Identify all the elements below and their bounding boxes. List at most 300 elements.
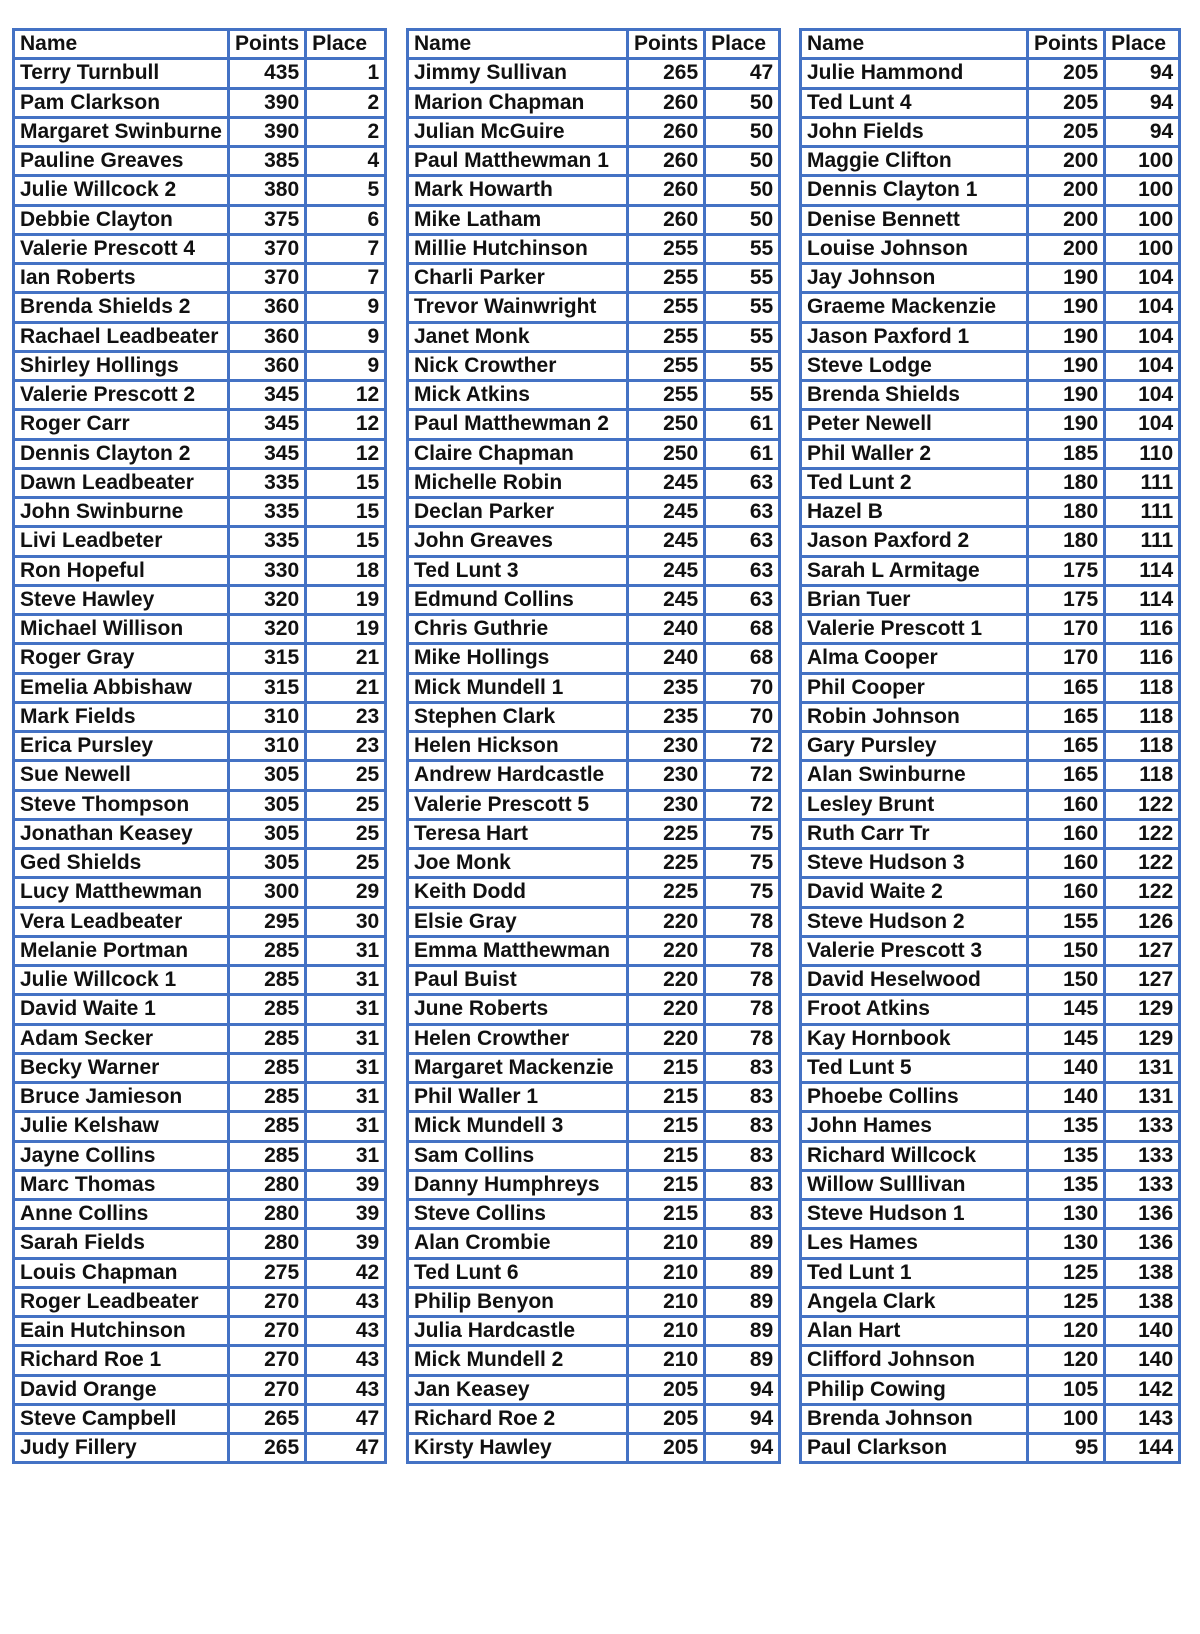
points-cell: 190 <box>1028 410 1105 439</box>
name-cell: Valerie Prescott 2 <box>14 381 229 410</box>
table-row <box>408 1083 780 1112</box>
place-cell: 43 <box>306 1375 386 1404</box>
points-cell: 285 <box>229 995 306 1024</box>
points-cell: 190 <box>1028 264 1105 293</box>
points-cell: 170 <box>1028 615 1105 644</box>
name-cell: Mick Atkins <box>408 381 628 410</box>
points-cell: 145 <box>1028 995 1105 1024</box>
points-cell: 315 <box>229 644 306 673</box>
table-row <box>801 468 1180 497</box>
points-cell: 240 <box>628 644 705 673</box>
place-cell: 78 <box>705 936 780 965</box>
points-cell: 150 <box>1028 966 1105 995</box>
points-cell: 435 <box>229 59 306 88</box>
table-row <box>801 1200 1180 1229</box>
place-cell: 122 <box>1105 819 1180 848</box>
table-row <box>408 381 780 410</box>
name-cell: Ted Lunt 3 <box>408 556 628 585</box>
place-cell: 47 <box>705 59 780 88</box>
table-row <box>408 176 780 205</box>
place-cell: 31 <box>306 966 386 995</box>
points-cell: 270 <box>229 1375 306 1404</box>
place-cell: 94 <box>1105 88 1180 117</box>
name-cell: Roger Carr <box>14 410 229 439</box>
place-cell: 25 <box>306 790 386 819</box>
name-cell: Robin Johnson <box>801 702 1028 731</box>
place-cell: 111 <box>1105 468 1180 497</box>
place-cell: 18 <box>306 556 386 585</box>
place-cell: 31 <box>306 1083 386 1112</box>
name-cell: Margaret Mackenzie <box>408 1053 628 1082</box>
table-row <box>801 644 1180 673</box>
place-cell: 126 <box>1105 907 1180 936</box>
table-row <box>801 322 1180 351</box>
table-row <box>14 732 386 761</box>
points-cell: 135 <box>1028 1170 1105 1199</box>
name-cell: Richard Roe 1 <box>14 1346 229 1375</box>
place-cell: 118 <box>1105 761 1180 790</box>
place-cell: 43 <box>306 1317 386 1346</box>
place-cell: 61 <box>705 410 780 439</box>
name-cell: Steve Hawley <box>14 585 229 614</box>
place-cell: 63 <box>705 527 780 556</box>
name-cell: Paul Matthewman 1 <box>408 147 628 176</box>
table-row <box>14 966 386 995</box>
table-row <box>801 498 1180 527</box>
place-cell: 30 <box>306 907 386 936</box>
place-cell: 89 <box>705 1317 780 1346</box>
points-cell: 200 <box>1028 176 1105 205</box>
table-row <box>14 790 386 819</box>
name-cell: Louise Johnson <box>801 234 1028 263</box>
name-cell: Mark Howarth <box>408 176 628 205</box>
points-cell: 240 <box>628 615 705 644</box>
name-cell: Elsie Gray <box>408 907 628 936</box>
points-cell: 125 <box>1028 1258 1105 1287</box>
name-cell: Phil Waller 2 <box>801 439 1028 468</box>
table-row <box>14 1112 386 1141</box>
name-cell: Valerie Prescott 5 <box>408 790 628 819</box>
name-cell: Becky Warner <box>14 1053 229 1082</box>
name-cell: Ged Shields <box>14 849 229 878</box>
name-cell: Teresa Hart <box>408 819 628 848</box>
place-cell: 104 <box>1105 410 1180 439</box>
name-cell: John Swinburne <box>14 498 229 527</box>
name-cell: Phoebe Collins <box>801 1083 1028 1112</box>
name-cell: Jason Paxford 2 <box>801 527 1028 556</box>
table-row <box>801 59 1180 88</box>
points-cell: 275 <box>229 1258 306 1287</box>
points-cell: 285 <box>229 1141 306 1170</box>
place-cell: 2 <box>306 117 386 146</box>
place-cell: 50 <box>705 117 780 146</box>
table-row <box>408 1024 780 1053</box>
points-cell: 225 <box>628 819 705 848</box>
table-row <box>14 644 386 673</box>
name-cell: Judy Fillery <box>14 1434 229 1463</box>
table-row <box>801 147 1180 176</box>
points-cell: 375 <box>229 205 306 234</box>
points-cell: 315 <box>229 673 306 702</box>
place-cell: 63 <box>705 556 780 585</box>
points-cell: 130 <box>1028 1200 1105 1229</box>
name-cell: Dennis Clayton 2 <box>14 439 229 468</box>
place-cell: 63 <box>705 498 780 527</box>
points-cell: 165 <box>1028 702 1105 731</box>
points-cell: 360 <box>229 322 306 351</box>
points-cell: 285 <box>229 936 306 965</box>
place-cell: 83 <box>705 1200 780 1229</box>
points-cell: 255 <box>628 322 705 351</box>
table-row <box>801 410 1180 439</box>
points-cell: 215 <box>628 1200 705 1229</box>
place-cell: 122 <box>1105 878 1180 907</box>
table-row <box>408 293 780 322</box>
points-cell: 285 <box>229 966 306 995</box>
points-cell: 205 <box>1028 117 1105 146</box>
table-row <box>801 264 1180 293</box>
table-row <box>801 1287 1180 1316</box>
table-row <box>801 1375 1180 1404</box>
name-cell: Jay Johnson <box>801 264 1028 293</box>
points-cell: 220 <box>628 907 705 936</box>
points-cell: 220 <box>628 936 705 965</box>
name-cell: David Waite 2 <box>801 878 1028 907</box>
points-cell: 370 <box>229 264 306 293</box>
points-cell: 165 <box>1028 761 1105 790</box>
table-row <box>408 147 780 176</box>
place-cell: 89 <box>705 1346 780 1375</box>
name-cell: Jimmy Sullivan <box>408 59 628 88</box>
points-cell: 125 <box>1028 1287 1105 1316</box>
name-cell: Janet Monk <box>408 322 628 351</box>
place-cell: 55 <box>705 322 780 351</box>
name-cell: Mick Mundell 3 <box>408 1112 628 1141</box>
place-cell: 89 <box>705 1287 780 1316</box>
name-cell: Pam Clarkson <box>14 88 229 117</box>
name-cell: Paul Buist <box>408 966 628 995</box>
table-row <box>14 1258 386 1287</box>
name-cell: Mick Mundell 2 <box>408 1346 628 1375</box>
table-row <box>408 205 780 234</box>
points-cell: 305 <box>229 790 306 819</box>
table-row <box>801 381 1180 410</box>
table-row <box>408 1141 780 1170</box>
table-row <box>801 1024 1180 1053</box>
place-cell: 55 <box>705 234 780 263</box>
points-cell: 215 <box>628 1141 705 1170</box>
name-cell: Jonathan Keasey <box>14 819 229 848</box>
place-cell: 25 <box>306 761 386 790</box>
place-cell: 9 <box>306 293 386 322</box>
points-cell: 200 <box>1028 234 1105 263</box>
points-cell: 190 <box>1028 351 1105 380</box>
table-row <box>801 966 1180 995</box>
place-cell: 116 <box>1105 644 1180 673</box>
place-cell: 47 <box>306 1404 386 1433</box>
table-row <box>14 88 386 117</box>
table-row <box>408 615 780 644</box>
points-cell: 250 <box>628 410 705 439</box>
table-row <box>801 585 1180 614</box>
place-cell: 104 <box>1105 322 1180 351</box>
place-cell: 136 <box>1105 1229 1180 1258</box>
place-cell: 21 <box>306 673 386 702</box>
table-row <box>14 585 386 614</box>
points-cell: 230 <box>628 732 705 761</box>
name-cell: Ruth Carr Tr <box>801 819 1028 848</box>
points-cell: 360 <box>229 351 306 380</box>
name-cell: Rachael Leadbeater <box>14 322 229 351</box>
name-cell: Valerie Prescott 4 <box>14 234 229 263</box>
points-cell: 255 <box>628 234 705 263</box>
table-row <box>14 761 386 790</box>
table-row <box>14 556 386 585</box>
place-cell: 118 <box>1105 732 1180 761</box>
name-cell: Brian Tuer <box>801 585 1028 614</box>
points-cell: 260 <box>628 88 705 117</box>
place-cell: 78 <box>705 1024 780 1053</box>
table-row <box>408 644 780 673</box>
points-cell: 180 <box>1028 527 1105 556</box>
name-cell: David Orange <box>14 1375 229 1404</box>
table-row <box>408 556 780 585</box>
name-cell: Froot Atkins <box>801 995 1028 1024</box>
place-cell: 29 <box>306 878 386 907</box>
name-cell: Steve Collins <box>408 1200 628 1229</box>
place-cell: 9 <box>306 322 386 351</box>
name-cell: Ted Lunt 2 <box>801 468 1028 497</box>
table-row <box>14 702 386 731</box>
table-row <box>14 351 386 380</box>
name-cell: Sarah Fields <box>14 1229 229 1258</box>
name-cell: Philip Cowing <box>801 1375 1028 1404</box>
table-row <box>14 234 386 263</box>
header-row <box>801 30 1180 59</box>
name-cell: Steve Hudson 2 <box>801 907 1028 936</box>
table-row <box>14 878 386 907</box>
place-cell: 144 <box>1105 1434 1180 1463</box>
points-cell: 200 <box>1028 147 1105 176</box>
name-header: Name <box>14 30 229 59</box>
points-cell: 130 <box>1028 1229 1105 1258</box>
name-cell: Margaret Swinburne <box>14 117 229 146</box>
table-row <box>14 673 386 702</box>
table-row <box>801 761 1180 790</box>
points-cell: 345 <box>229 410 306 439</box>
name-cell: Kirsty Hawley <box>408 1434 628 1463</box>
points-cell: 265 <box>628 59 705 88</box>
table-row <box>408 351 780 380</box>
table-row <box>14 849 386 878</box>
table-row <box>801 790 1180 819</box>
place-cell: 19 <box>306 585 386 614</box>
name-cell: Marion Chapman <box>408 88 628 117</box>
name-cell: Millie Hutchinson <box>408 234 628 263</box>
table-row <box>408 468 780 497</box>
place-cell: 111 <box>1105 498 1180 527</box>
name-cell: Alan Swinburne <box>801 761 1028 790</box>
name-cell: Hazel B <box>801 498 1028 527</box>
points-cell: 260 <box>628 147 705 176</box>
place-cell: 15 <box>306 468 386 497</box>
name-cell: Marc Thomas <box>14 1170 229 1199</box>
table-row <box>14 1053 386 1082</box>
points-cell: 260 <box>628 117 705 146</box>
name-cell: Julie Willcock 2 <box>14 176 229 205</box>
name-cell: Ted Lunt 4 <box>801 88 1028 117</box>
table-row <box>14 322 386 351</box>
place-cell: 72 <box>705 790 780 819</box>
place-cell: 12 <box>306 410 386 439</box>
name-cell: Jayne Collins <box>14 1141 229 1170</box>
table-row <box>801 205 1180 234</box>
name-cell: David Heselwood <box>801 966 1028 995</box>
name-cell: Terry Turnbull <box>14 59 229 88</box>
name-cell: Graeme Mackenzie <box>801 293 1028 322</box>
place-cell: 89 <box>705 1229 780 1258</box>
points-cell: 135 <box>1028 1112 1105 1141</box>
table-row <box>801 1141 1180 1170</box>
table-row <box>408 907 780 936</box>
name-cell: Keith Dodd <box>408 878 628 907</box>
place-cell: 75 <box>705 878 780 907</box>
name-cell: Julia Hardcastle <box>408 1317 628 1346</box>
place-cell: 75 <box>705 849 780 878</box>
table-row <box>408 702 780 731</box>
table-row <box>801 527 1180 556</box>
table-row <box>408 732 780 761</box>
name-cell: Brenda Shields <box>801 381 1028 410</box>
table-row <box>408 439 780 468</box>
points-cell: 95 <box>1028 1434 1105 1463</box>
points-cell: 225 <box>628 878 705 907</box>
name-cell: Ted Lunt 6 <box>408 1258 628 1287</box>
table-row <box>801 176 1180 205</box>
table-row <box>14 117 386 146</box>
points-cell: 185 <box>1028 439 1105 468</box>
name-cell: Kay Hornbook <box>801 1024 1028 1053</box>
place-cell: 100 <box>1105 147 1180 176</box>
name-cell: Roger Leadbeater <box>14 1287 229 1316</box>
name-cell: Dawn Leadbeater <box>14 468 229 497</box>
name-cell: Charli Parker <box>408 264 628 293</box>
name-cell: Mark Fields <box>14 702 229 731</box>
results-table-3 <box>799 28 1181 1464</box>
table-row <box>408 1258 780 1287</box>
points-cell: 285 <box>229 1024 306 1053</box>
points-cell: 175 <box>1028 556 1105 585</box>
place-cell: 114 <box>1105 585 1180 614</box>
place-cell: 68 <box>705 615 780 644</box>
points-header: Points <box>1028 30 1105 59</box>
name-cell: Jason Paxford 1 <box>801 322 1028 351</box>
place-cell: 55 <box>705 381 780 410</box>
points-cell: 120 <box>1028 1346 1105 1375</box>
name-cell: Declan Parker <box>408 498 628 527</box>
table-row <box>14 1434 386 1463</box>
points-cell: 255 <box>628 381 705 410</box>
place-cell: 94 <box>1105 59 1180 88</box>
name-cell: Mike Latham <box>408 205 628 234</box>
points-cell: 335 <box>229 527 306 556</box>
place-cell: 83 <box>705 1112 780 1141</box>
place-cell: 39 <box>306 1170 386 1199</box>
points-cell: 245 <box>628 556 705 585</box>
table-row <box>14 1346 386 1375</box>
place-cell: 15 <box>306 498 386 527</box>
place-cell: 61 <box>705 439 780 468</box>
place-cell: 138 <box>1105 1258 1180 1287</box>
table-row <box>408 1317 780 1346</box>
name-cell: John Fields <box>801 117 1028 146</box>
place-cell: 31 <box>306 1112 386 1141</box>
table-row <box>801 1170 1180 1199</box>
name-cell: Maggie Clifton <box>801 147 1028 176</box>
points-cell: 345 <box>229 439 306 468</box>
table-row <box>801 819 1180 848</box>
table-row <box>14 1170 386 1199</box>
place-cell: 25 <box>306 849 386 878</box>
table-row <box>14 410 386 439</box>
name-cell: Erica Pursley <box>14 732 229 761</box>
name-cell: Michael Willison <box>14 615 229 644</box>
points-cell: 270 <box>229 1317 306 1346</box>
points-cell: 245 <box>628 498 705 527</box>
place-cell: 50 <box>705 88 780 117</box>
table-row <box>408 585 780 614</box>
place-cell: 133 <box>1105 1141 1180 1170</box>
place-cell: 5 <box>306 176 386 205</box>
table-row <box>14 907 386 936</box>
place-cell: 23 <box>306 702 386 731</box>
points-cell: 220 <box>628 1024 705 1053</box>
table-row <box>801 556 1180 585</box>
table-row <box>408 234 780 263</box>
points-cell: 205 <box>628 1375 705 1404</box>
place-cell: 83 <box>705 1141 780 1170</box>
table-row <box>408 849 780 878</box>
place-cell: 50 <box>705 176 780 205</box>
name-cell: Adam Secker <box>14 1024 229 1053</box>
place-cell: 100 <box>1105 176 1180 205</box>
place-cell: 94 <box>705 1434 780 1463</box>
place-cell: 94 <box>1105 117 1180 146</box>
points-cell: 305 <box>229 819 306 848</box>
name-header: Name <box>801 30 1028 59</box>
header-row <box>14 30 386 59</box>
table-row <box>801 615 1180 644</box>
points-cell: 135 <box>1028 1141 1105 1170</box>
points-cell: 280 <box>229 1229 306 1258</box>
table-row <box>14 264 386 293</box>
name-cell: Steve Campbell <box>14 1404 229 1433</box>
table-row <box>801 702 1180 731</box>
table-row <box>14 381 386 410</box>
name-cell: Julian McGuire <box>408 117 628 146</box>
name-header: Name <box>408 30 628 59</box>
place-cell: 114 <box>1105 556 1180 585</box>
place-cell: 83 <box>705 1170 780 1199</box>
table-row <box>14 59 386 88</box>
place-cell: 131 <box>1105 1053 1180 1082</box>
points-cell: 190 <box>1028 293 1105 322</box>
table-row <box>801 293 1180 322</box>
name-cell: Ted Lunt 5 <box>801 1053 1028 1082</box>
place-cell: 19 <box>306 615 386 644</box>
name-cell: Dennis Clayton 1 <box>801 176 1028 205</box>
name-cell: Peter Newell <box>801 410 1028 439</box>
